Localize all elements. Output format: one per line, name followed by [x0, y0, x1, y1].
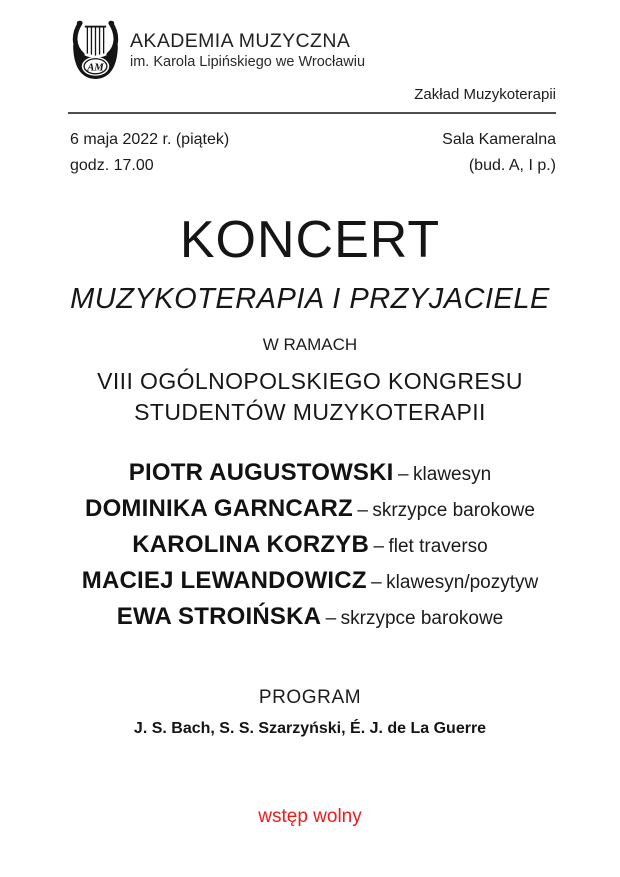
- performer-name: MACIEJ LEWANDOWICZ: [81, 567, 367, 594]
- event-venue-detail: (bud. A, I p.): [468, 157, 556, 174]
- performer-instrument: klawesyn: [413, 464, 492, 485]
- performer-instrument: skrzypce barokowe: [340, 608, 504, 629]
- performer-name: KAROLINA KORZYB: [132, 531, 369, 558]
- congress-line-2: STUDENTÓW MUZYKOTERAPII: [134, 399, 486, 425]
- logo-monogram: AM: [87, 61, 104, 74]
- academy-name: AKADEMIA MUZYCZNA: [130, 30, 351, 52]
- header-divider: [68, 112, 556, 114]
- performer-row: [0, 564, 620, 600]
- performer-instrument: skrzypce barokowe: [372, 500, 535, 521]
- concert-title: KONCERT: [179, 211, 441, 269]
- academy-header: [130, 29, 365, 72]
- performer-separator: –: [373, 536, 385, 557]
- event-date: 6 maja 2022 r. (piątek): [70, 131, 230, 148]
- poster-body: [0, 212, 620, 827]
- performer-name: EWA STROIŃSKA: [116, 603, 322, 630]
- free-admission-note: wstęp wolny: [258, 806, 362, 827]
- performer-name: DOMINIKA GARNCARZ: [85, 495, 353, 522]
- performer-row: [0, 600, 620, 636]
- program-heading: PROGRAM: [258, 687, 362, 708]
- performer-separator: –: [357, 500, 368, 521]
- performer-instrument: flet traverso: [388, 536, 488, 557]
- concert-subtitle: MUZYKOTERAPIA I PRZYJACIELE: [70, 283, 550, 315]
- event-info: [70, 127, 556, 179]
- department-name: Zakład Muzykoterapii: [414, 86, 556, 103]
- performer-row: [0, 492, 620, 528]
- performer-separator: –: [371, 572, 382, 593]
- event-venue: Sala Kameralna: [442, 131, 556, 148]
- performer-instrument: klawesyn/pozytyw: [386, 572, 539, 593]
- academy-subtitle: im. Karola Lipińskiego we Wrocławiu: [130, 54, 366, 70]
- performer-row: [0, 528, 620, 564]
- program-composers: J. S. Bach, S. S. Szarzyński, É. J. de La Guerre: [133, 720, 487, 737]
- performer-separator: –: [398, 464, 409, 485]
- congress-line-1: VIII OGÓLNOPOLSKIEGO KONGRESU: [97, 368, 523, 394]
- performers-list: [0, 456, 620, 636]
- in-frame-of-label: W RAMACH: [262, 335, 358, 354]
- performer-separator: –: [325, 608, 337, 629]
- lyre-logo-icon: [67, 20, 124, 81]
- event-time: godz. 17.00: [70, 157, 154, 174]
- performer-name: PIOTR AUGUSTOWSKI: [128, 459, 394, 486]
- performer-row: [0, 456, 620, 492]
- congress-title: [0, 366, 620, 428]
